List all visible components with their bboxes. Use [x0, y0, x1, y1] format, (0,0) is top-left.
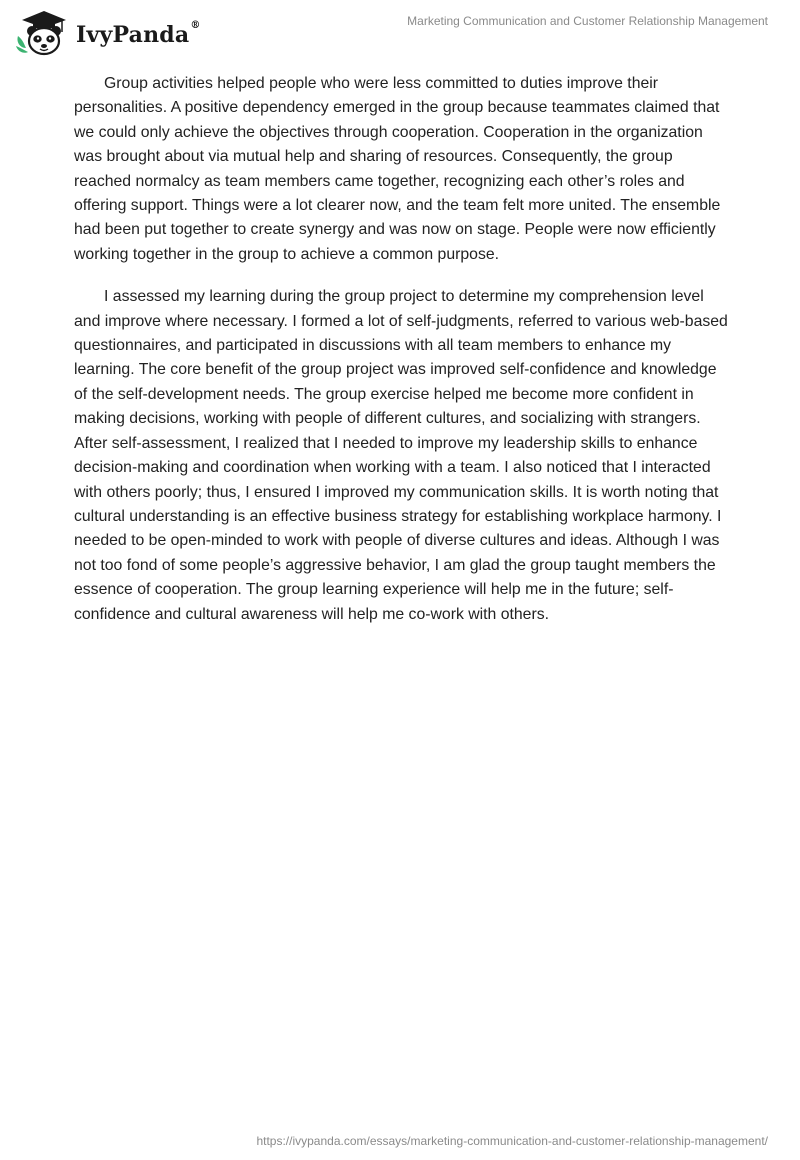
document-title: Marketing Communication and Customer Relationship Management [407, 14, 768, 28]
paragraph: Group activities helped people who were less committed to duties improve their personalities. A positive dependency emerged in the group because teammates claimed that we could only achieve the objectives through cooperation. Cooperation in the organization was brought about via mutual help and sharing of resources. Consequently, the group reached normalcy as team members came together, recognizing each other’s roles and offering support. Things were a lot clearer now, and the team felt more united. The ensemble had been put together to create synergy and was now on stage. People were now efficiently working together in the group to achieve a common purpose. [74, 75, 721, 263]
registered-mark: ® [190, 20, 201, 31]
source-url[interactable]: https://ivypanda.com/essays/marketing-communication-and-customer-relationship-management/ [256, 1134, 768, 1148]
essay-body [74, 72, 730, 645]
page-header [0, 0, 800, 64]
paragraph: I assessed my learning during the group project to determine my comprehension level and improve where necessary. I formed a lot of self-judgments, referred to various web-based questionnaires, and participated in discussions with all team members to enhance my learning. The core benefit of the group project was improved self-confidence and knowledge of the self-development needs. The group exercise helped me become more confident in making decisions, working with people of different cultures, and socializing with strangers. After self-assessment, I realized that I needed to improve my leadership skills to enhance decision-making and coordination when working with a team. I also noticed that I interacted with others poorly; thus, I ensured I improved my communication skills. It is worth noting that cultural understanding is an effective business strategy for establishing workplace harmony. I needed to be open-minded to work with people of diverse cultures and ideas. Although I was not too fond of some people’s aggressive behavior, I am glad the group taught members the essence of cooperation. The group learning experience will help me in the future; self-confidence and cultural awareness will help me co-work with others. [74, 288, 728, 623]
brand-name: IvyPanda® [76, 20, 201, 48]
panda-graduate-icon [14, 8, 70, 58]
ivypanda-logo[interactable] [14, 8, 201, 58]
